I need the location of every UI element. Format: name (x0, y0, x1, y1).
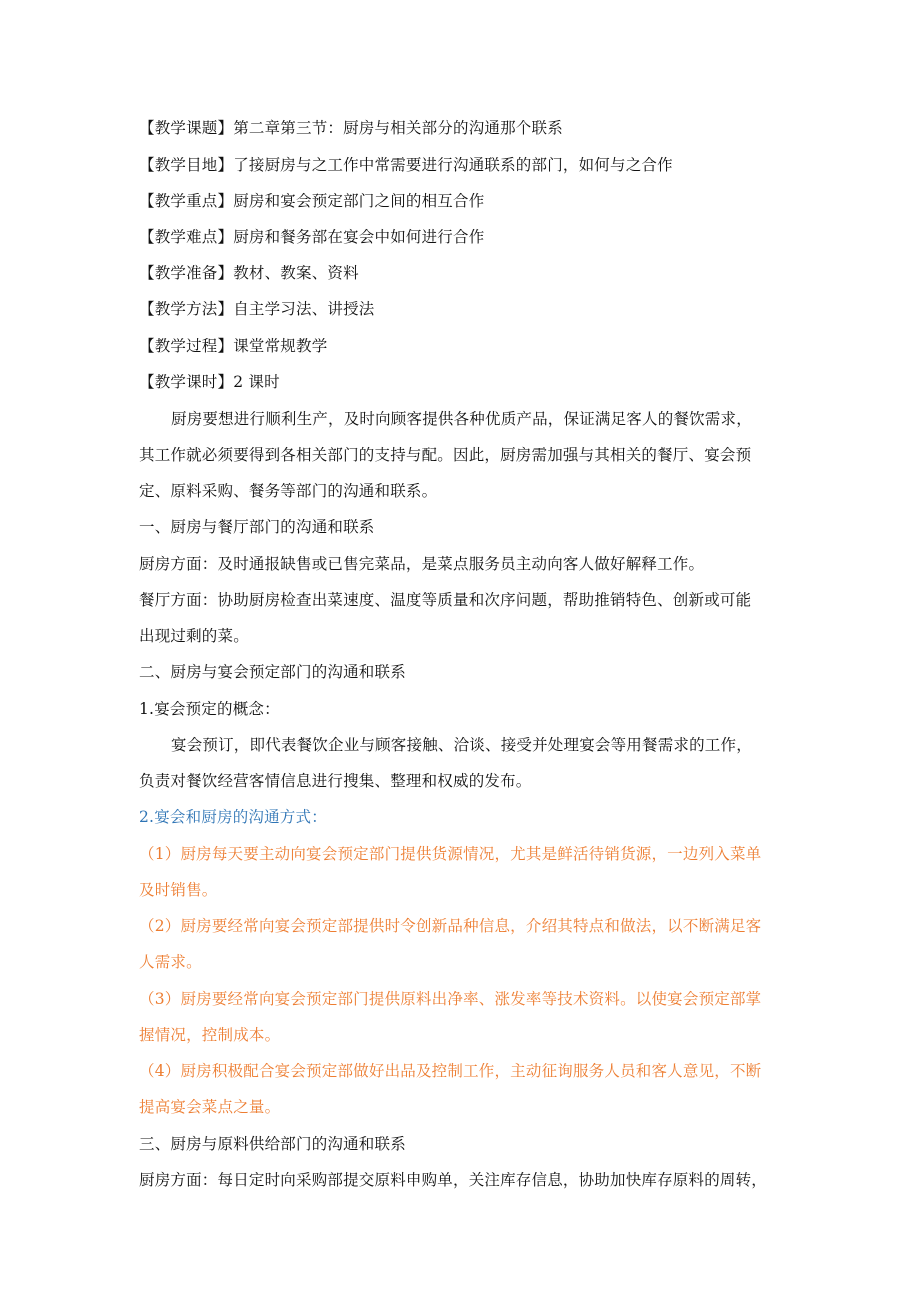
intro-line-3: 定、原料采购、餐务等部门的沟通和联系。 (139, 482, 438, 500)
intro-line-2: 其工作就必须要得到各相关部门的支持与配。因此，厨房需加强与其相关的餐厅、宴会预 (139, 446, 752, 464)
concept-line-2: 负责对餐饮经营客情信息进行搜集、整理和权威的发布。 (139, 772, 532, 790)
section-1-kitchen: 厨房方面：及时通报缺售或已售完菜品，是菜点服务员主动向客人做好解释工作。 (139, 555, 705, 573)
section-3-title: 三、厨房与原料供给部门的沟通和联系 (139, 1135, 406, 1153)
method-4-line-2: 提高宴会菜点之量。 (139, 1098, 281, 1116)
section-2-subheading-1: 1.宴会预定的概念： (139, 700, 280, 718)
section-1-restaurant-line-1: 餐厅方面：协助厨房检查出菜速度、温度等质量和次序问题，帮助推销特色、创新或可能 (139, 591, 752, 609)
section-2-subheading-2: 2.宴会和厨房的沟通方式： (139, 808, 327, 826)
lesson-preparation: 【教学准备】教材、教案、资料 (139, 264, 359, 282)
method-4-line-1: （4）厨房积极配合宴会预定部做好出品及控制工作，主动征询服务人员和客人意见，不断 (139, 1062, 762, 1080)
lesson-process: 【教学过程】课堂常规教学 (139, 337, 328, 355)
method-2-line-2: 人需求。 (139, 953, 202, 971)
section-1-restaurant-line-2: 出现过剩的菜。 (139, 627, 249, 645)
section-1-title: 一、厨房与餐厅部门的沟通和联系 (139, 518, 375, 536)
lesson-method: 【教学方法】自主学习法、讲授法 (139, 300, 375, 318)
method-1-line-2: 及时销售。 (139, 881, 218, 899)
concept-line-1: 宴会预订，即代表餐饮企业与顾客接触、洽谈、接受并处理宴会等用餐需求的工作， (171, 736, 752, 754)
lesson-goal: 【教学目地】了接厨房与之工作中常需要进行沟通联系的部门，如何与之合作 (139, 156, 673, 174)
lesson-difficulty: 【教学难点】厨房和餐务部在宴会中如何进行合作 (139, 228, 485, 246)
method-3-line-2: 握情况，控制成本。 (139, 1026, 281, 1044)
intro-line-1: 厨房要想进行顺利生产，及时向顾客提供各种优质产品，保证满足客人的餐饮需求， (171, 410, 752, 428)
lesson-key-point: 【教学重点】厨房和宴会预定部门之间的相互合作 (139, 192, 485, 210)
lesson-hours: 【教学课时】2 课时 (139, 373, 280, 391)
method-2-line-1: （2）厨房要经常向宴会预定部提供时令创新品种信息，介绍其特点和做法，以不断满足客 (139, 917, 762, 935)
method-3-line-1: （3）厨房要经常向宴会预定部门提供原料出净率、涨发率等技术资料。以使宴会预定部掌 (139, 990, 762, 1008)
section-2-title: 二、厨房与宴会预定部门的沟通和联系 (139, 663, 406, 681)
method-1-line-1: （1）厨房每天要主动向宴会预定部门提供货源情况，尤其是鲜活待销货源，一边列入菜单 (139, 845, 762, 863)
lesson-topic: 【教学课题】第二章第三节：厨房与相关部分的沟通那个联系 (139, 119, 563, 137)
section-3-kitchen: 厨房方面：每日定时向采购部提交原料申购单，关注库存信息，协助加快库存原料的周转， (139, 1171, 768, 1189)
